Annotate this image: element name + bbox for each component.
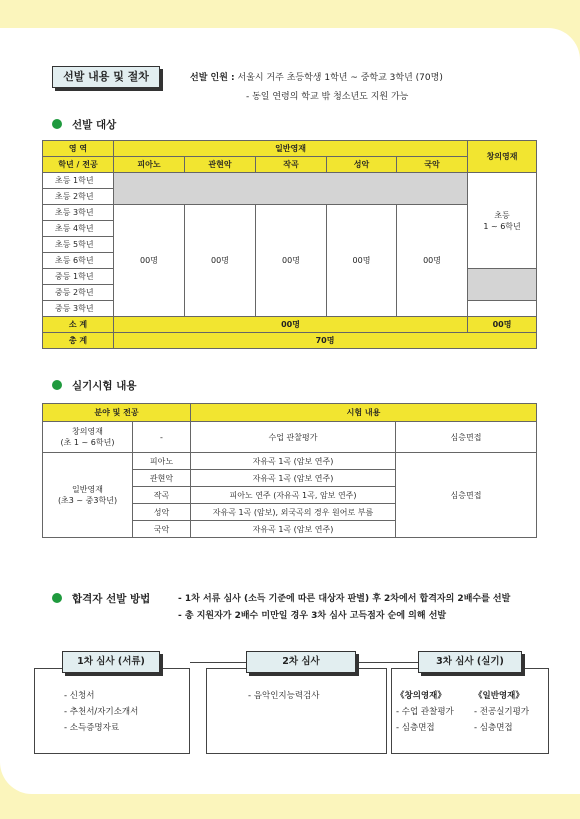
major-cell: 작곡 <box>133 487 191 504</box>
general-header: 일반영재 <box>114 141 468 157</box>
bullet-icon <box>52 593 62 603</box>
general-interview: 심층면접 <box>396 453 537 538</box>
stage-1-title: 1차 심사 (서류) <box>62 651 160 673</box>
count-cell: 00명 <box>327 205 397 317</box>
general-name: 일반영재 <box>72 485 103 494</box>
grade-header: 학년 / 전공 <box>43 157 114 173</box>
major-cell: 관현악 <box>133 470 191 487</box>
major-header: 성악 <box>327 157 397 173</box>
general-name-cell <box>43 453 133 538</box>
section-exam <box>52 378 137 393</box>
grade-label: 중등 3학년 <box>43 301 114 317</box>
blank-cell <box>468 301 537 317</box>
grade-label: 중등 1학년 <box>43 269 114 285</box>
section-exam-heading: 실기시험 내용 <box>72 380 137 392</box>
exam-content-cell: 자유곡 1곡 (암보 연주) <box>191 521 396 538</box>
stage-3-item: - 심층면접 <box>396 723 435 733</box>
na-cell <box>114 173 468 205</box>
recruit-info <box>190 70 443 83</box>
section-target <box>52 117 116 132</box>
stage-2-list <box>248 688 319 704</box>
recruit-note: - 동일 연령의 학교 밖 청소년도 지원 가능 <box>246 92 409 102</box>
stage-2-title: 2차 심사 <box>246 651 356 673</box>
section-selection-heading: 합격자 선발 방법 <box>72 593 151 605</box>
count-cell: 00명 <box>185 205 256 317</box>
grade-label: 초등 6학년 <box>43 253 114 269</box>
stage-3-item: - 심층면접 <box>474 723 513 733</box>
stage-3-general-title: 《일반영재》 <box>474 691 524 701</box>
creative-content: 수업 관찰평가 <box>191 422 396 453</box>
total-value: 70명 <box>114 333 537 349</box>
creative-sub: - <box>133 422 191 453</box>
page-title: 선발 내용 및 절차 <box>52 66 160 88</box>
recruit-text: 서울시 거주 초등학생 1학년 ~ 중학교 3학년 (70명) <box>237 73 443 83</box>
stage-1-item: - 신청서 <box>64 691 95 701</box>
stage-2-box <box>206 668 387 754</box>
count-cell: 00명 <box>114 205 185 317</box>
exam-content-cell: 피아노 연주 (자유곡 1곡, 암보 연주) <box>191 487 396 504</box>
major-header: 국악 <box>397 157 468 173</box>
field-header: 분야 및 전공 <box>43 404 191 422</box>
creative-name: 창의영재 <box>72 427 103 436</box>
target-table <box>42 140 537 349</box>
major-cell: 성악 <box>133 504 191 521</box>
exam-content-cell: 자유곡 1곡 (암보 연주) <box>191 453 396 470</box>
stage-1-item: - 소득증명자료 <box>64 723 120 733</box>
count-cell: 00명 <box>256 205 327 317</box>
exam-table <box>42 403 537 538</box>
creative-range-2: 1 ~ 6학년 <box>483 221 521 231</box>
selection-line-2: - 총 지원자가 2배수 미만일 경우 3차 심사 고득점자 순에 의해 선발 <box>178 611 447 621</box>
grade-label: 중등 2학년 <box>43 285 114 301</box>
stage-3-general <box>474 688 529 736</box>
major-header: 작곡 <box>256 157 327 173</box>
stage-3-item: - 수업 관찰평가 <box>396 707 454 717</box>
stage-3-creative <box>396 688 454 736</box>
exam-content-cell: 자유곡 1곡 (암보), 외국곡의 경우 원어로 부름 <box>191 504 396 521</box>
total-label: 총 계 <box>43 333 114 349</box>
stage-3-item: - 전공실기평가 <box>474 707 530 717</box>
na-cell <box>468 269 537 301</box>
creative-interview: 심층면접 <box>396 422 537 453</box>
recruit-label: 선발 인원 : <box>190 73 235 83</box>
bullet-icon <box>52 119 62 129</box>
creative-range: (초 1 ~ 6학년) <box>60 438 115 447</box>
grade-label: 초등 5학년 <box>43 237 114 253</box>
stage-2-item: - 음악인지능력검사 <box>248 691 320 701</box>
creative-name-cell <box>43 422 133 453</box>
bullet-icon <box>52 380 62 390</box>
section-target-heading: 선발 대상 <box>72 119 117 131</box>
stage-1-item: - 추천서/자기소개서 <box>64 707 139 717</box>
area-header: 영 역 <box>43 141 114 157</box>
grade-label: 초등 4학년 <box>43 221 114 237</box>
content-header: 시험 내용 <box>191 404 537 422</box>
stage-connector <box>190 662 246 663</box>
major-header: 피아노 <box>114 157 185 173</box>
subtotal-creative: 00명 <box>468 317 537 333</box>
stage-1-list <box>64 688 138 736</box>
grade-label: 초등 1학년 <box>43 173 114 189</box>
creative-range-cell <box>468 173 537 269</box>
selection-line-1: - 1차 서류 심사 (소득 기준에 따른 대상자 판별) 후 2차에서 합격자의 2배수를 선발 <box>178 594 511 604</box>
count-cell: 00명 <box>397 205 468 317</box>
stage-3-creative-title: 《창의영재》 <box>396 691 446 701</box>
creative-range-1: 초등 <box>494 210 510 220</box>
creative-header: 창의영재 <box>468 141 537 173</box>
major-cell: 국악 <box>133 521 191 538</box>
subtotal-general: 00명 <box>114 317 468 333</box>
general-range: (초3 ~ 중3학년) <box>57 496 118 505</box>
section-selection <box>52 591 150 606</box>
exam-content-cell: 자유곡 1곡 (암보 연주) <box>191 470 396 487</box>
major-header: 관현악 <box>185 157 256 173</box>
subtotal-label: 소 계 <box>43 317 114 333</box>
major-cell: 피아노 <box>133 453 191 470</box>
stage-connector <box>356 662 418 663</box>
stage-3-title: 3차 심사 (실기) <box>418 651 522 673</box>
grade-label: 초등 2학년 <box>43 189 114 205</box>
grade-label: 초등 3학년 <box>43 205 114 221</box>
